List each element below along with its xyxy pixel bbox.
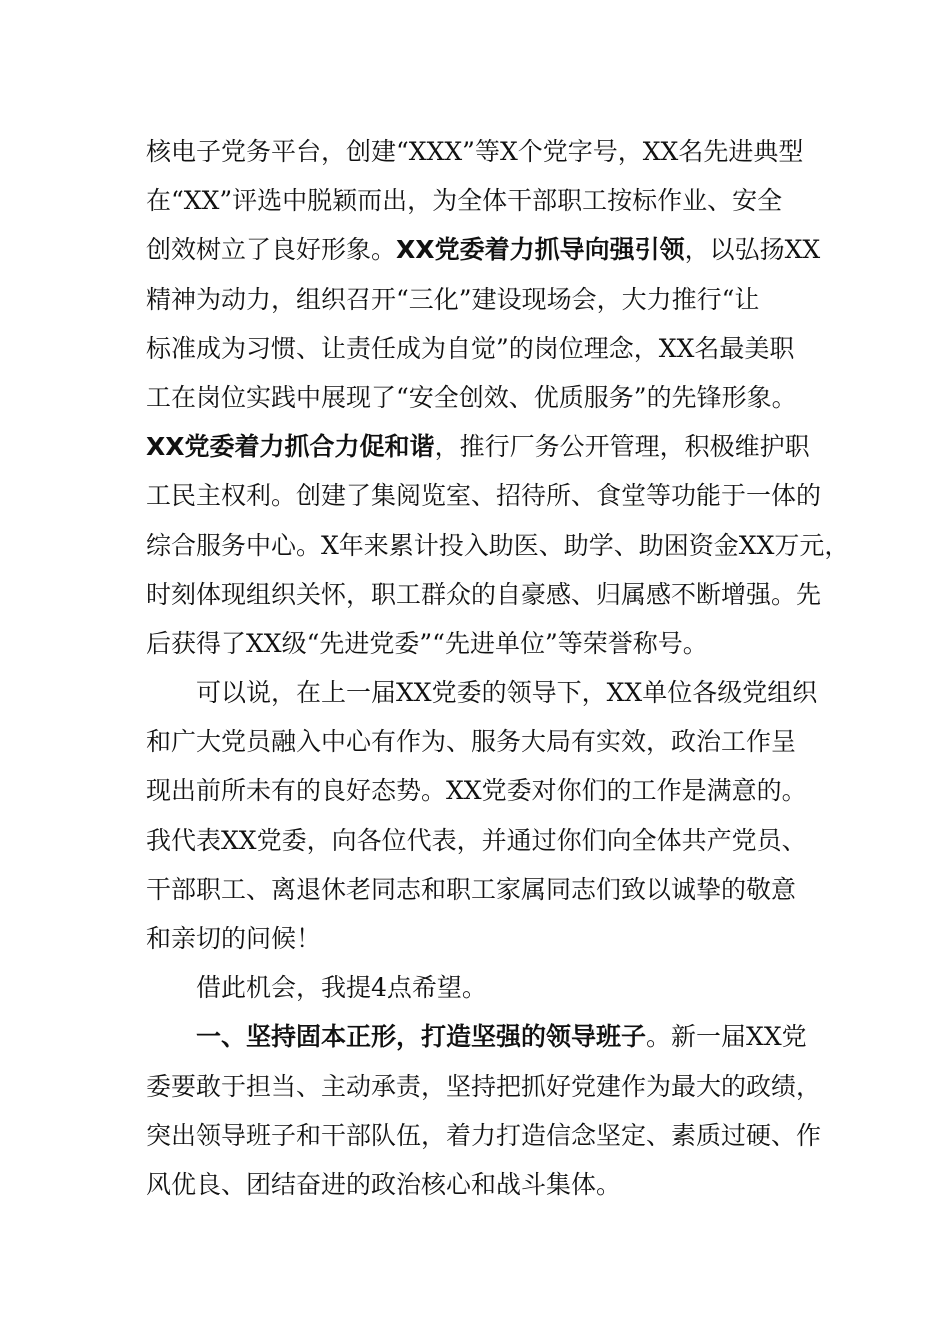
text-line [146, 1062, 822, 1111]
body-text: 风优良、团结奋进的政治核心和战斗集体。 [146, 1169, 622, 1199]
text-line [146, 324, 816, 373]
body-text: 标准成为习惯、让责任成为自觉”的岗位理念，XX名最美职 [146, 333, 795, 363]
text-line [146, 914, 816, 963]
bold-heading-text: XX党委着力抓合力促和谐 [146, 432, 435, 462]
body-text: ，以弘扬XX [684, 235, 821, 265]
body-text: 和亲切的问候！ [146, 924, 322, 953]
body-text: 在“XX”评选中脱颖而出，为全体干部职工按标作业、安全 [146, 186, 783, 216]
text-line [146, 1012, 816, 1061]
body-text: 和广大党员融入中心有作为、服务大局有实效，政治工作呈 [146, 727, 797, 757]
body-text: 借此机会，我提4点希望。 [196, 973, 487, 1003]
text-line [146, 373, 816, 422]
text-line [146, 668, 816, 717]
text-line [146, 471, 822, 520]
body-text: 精神为动力，组织召开“三化”建设现场会，大力推行“让 [146, 284, 760, 314]
body-text: ，推行厂务公开管理，积极维护职 [434, 432, 810, 462]
body-text: 工民主权利。创建了集阅览室、招待所、食堂等功能于一体的 [146, 481, 822, 511]
text-line [146, 766, 816, 815]
text-line [146, 422, 816, 471]
text-line [146, 127, 816, 176]
body-text: 可以说，在上一届XX党委的领导下，XX单位各级党组织 [196, 678, 818, 708]
body-text: 综合服务中心。X年来累计投入助医、助学、助困资金XX万元， [146, 530, 850, 560]
body-text: 创效树立了良好形象。 [146, 235, 397, 265]
text-line [146, 1160, 816, 1209]
text-line [146, 570, 822, 619]
text-line [146, 1111, 822, 1160]
body-text: 干部职工、离退休老同志和职工家属同志们致以诚挚的敬意 [146, 874, 797, 904]
body-text: 现出前所未有的良好态势。XX党委对你们的工作是满意的。 [146, 776, 807, 806]
text-line [146, 717, 816, 766]
text-line [146, 176, 816, 225]
text-line [146, 619, 816, 668]
text-line [146, 865, 816, 914]
bold-heading-text: 一、坚持固本正形，打造坚强的领导班子 [196, 1022, 647, 1052]
body-text: 核电子党务平台，创建“XXX”等X个党字号，XX名先进典型 [146, 137, 804, 166]
body-text: 突出领导班子和干部队伍，着力打造信念坚定、素质过硬、作 [146, 1120, 822, 1150]
body-text: 我代表XX党委，向各位代表，并通过你们向全体共产党员、 [146, 825, 807, 855]
document-body [146, 127, 850, 1209]
body-text: 后获得了XX级“先进党委”“先进单位”等荣誉称号。 [146, 628, 708, 658]
text-line [146, 225, 821, 274]
body-text: 委要敢于担当、主动承责，坚持把抓好党建作为最大的政绩， [146, 1071, 822, 1101]
text-line [146, 275, 816, 324]
body-text: 。新一届XX党 [646, 1022, 807, 1052]
text-line [146, 816, 816, 865]
text-line [146, 963, 816, 1012]
body-text: 时刻体现组织关怀，职工群众的自豪感、归属感不断增强。先 [146, 579, 822, 609]
text-line [146, 521, 850, 570]
body-text: 工在岗位实践中展现了“安全创效、优质服务”的先锋形象。 [146, 382, 797, 412]
bold-heading-text: XX党委着力抓导向强引领 [396, 235, 685, 265]
